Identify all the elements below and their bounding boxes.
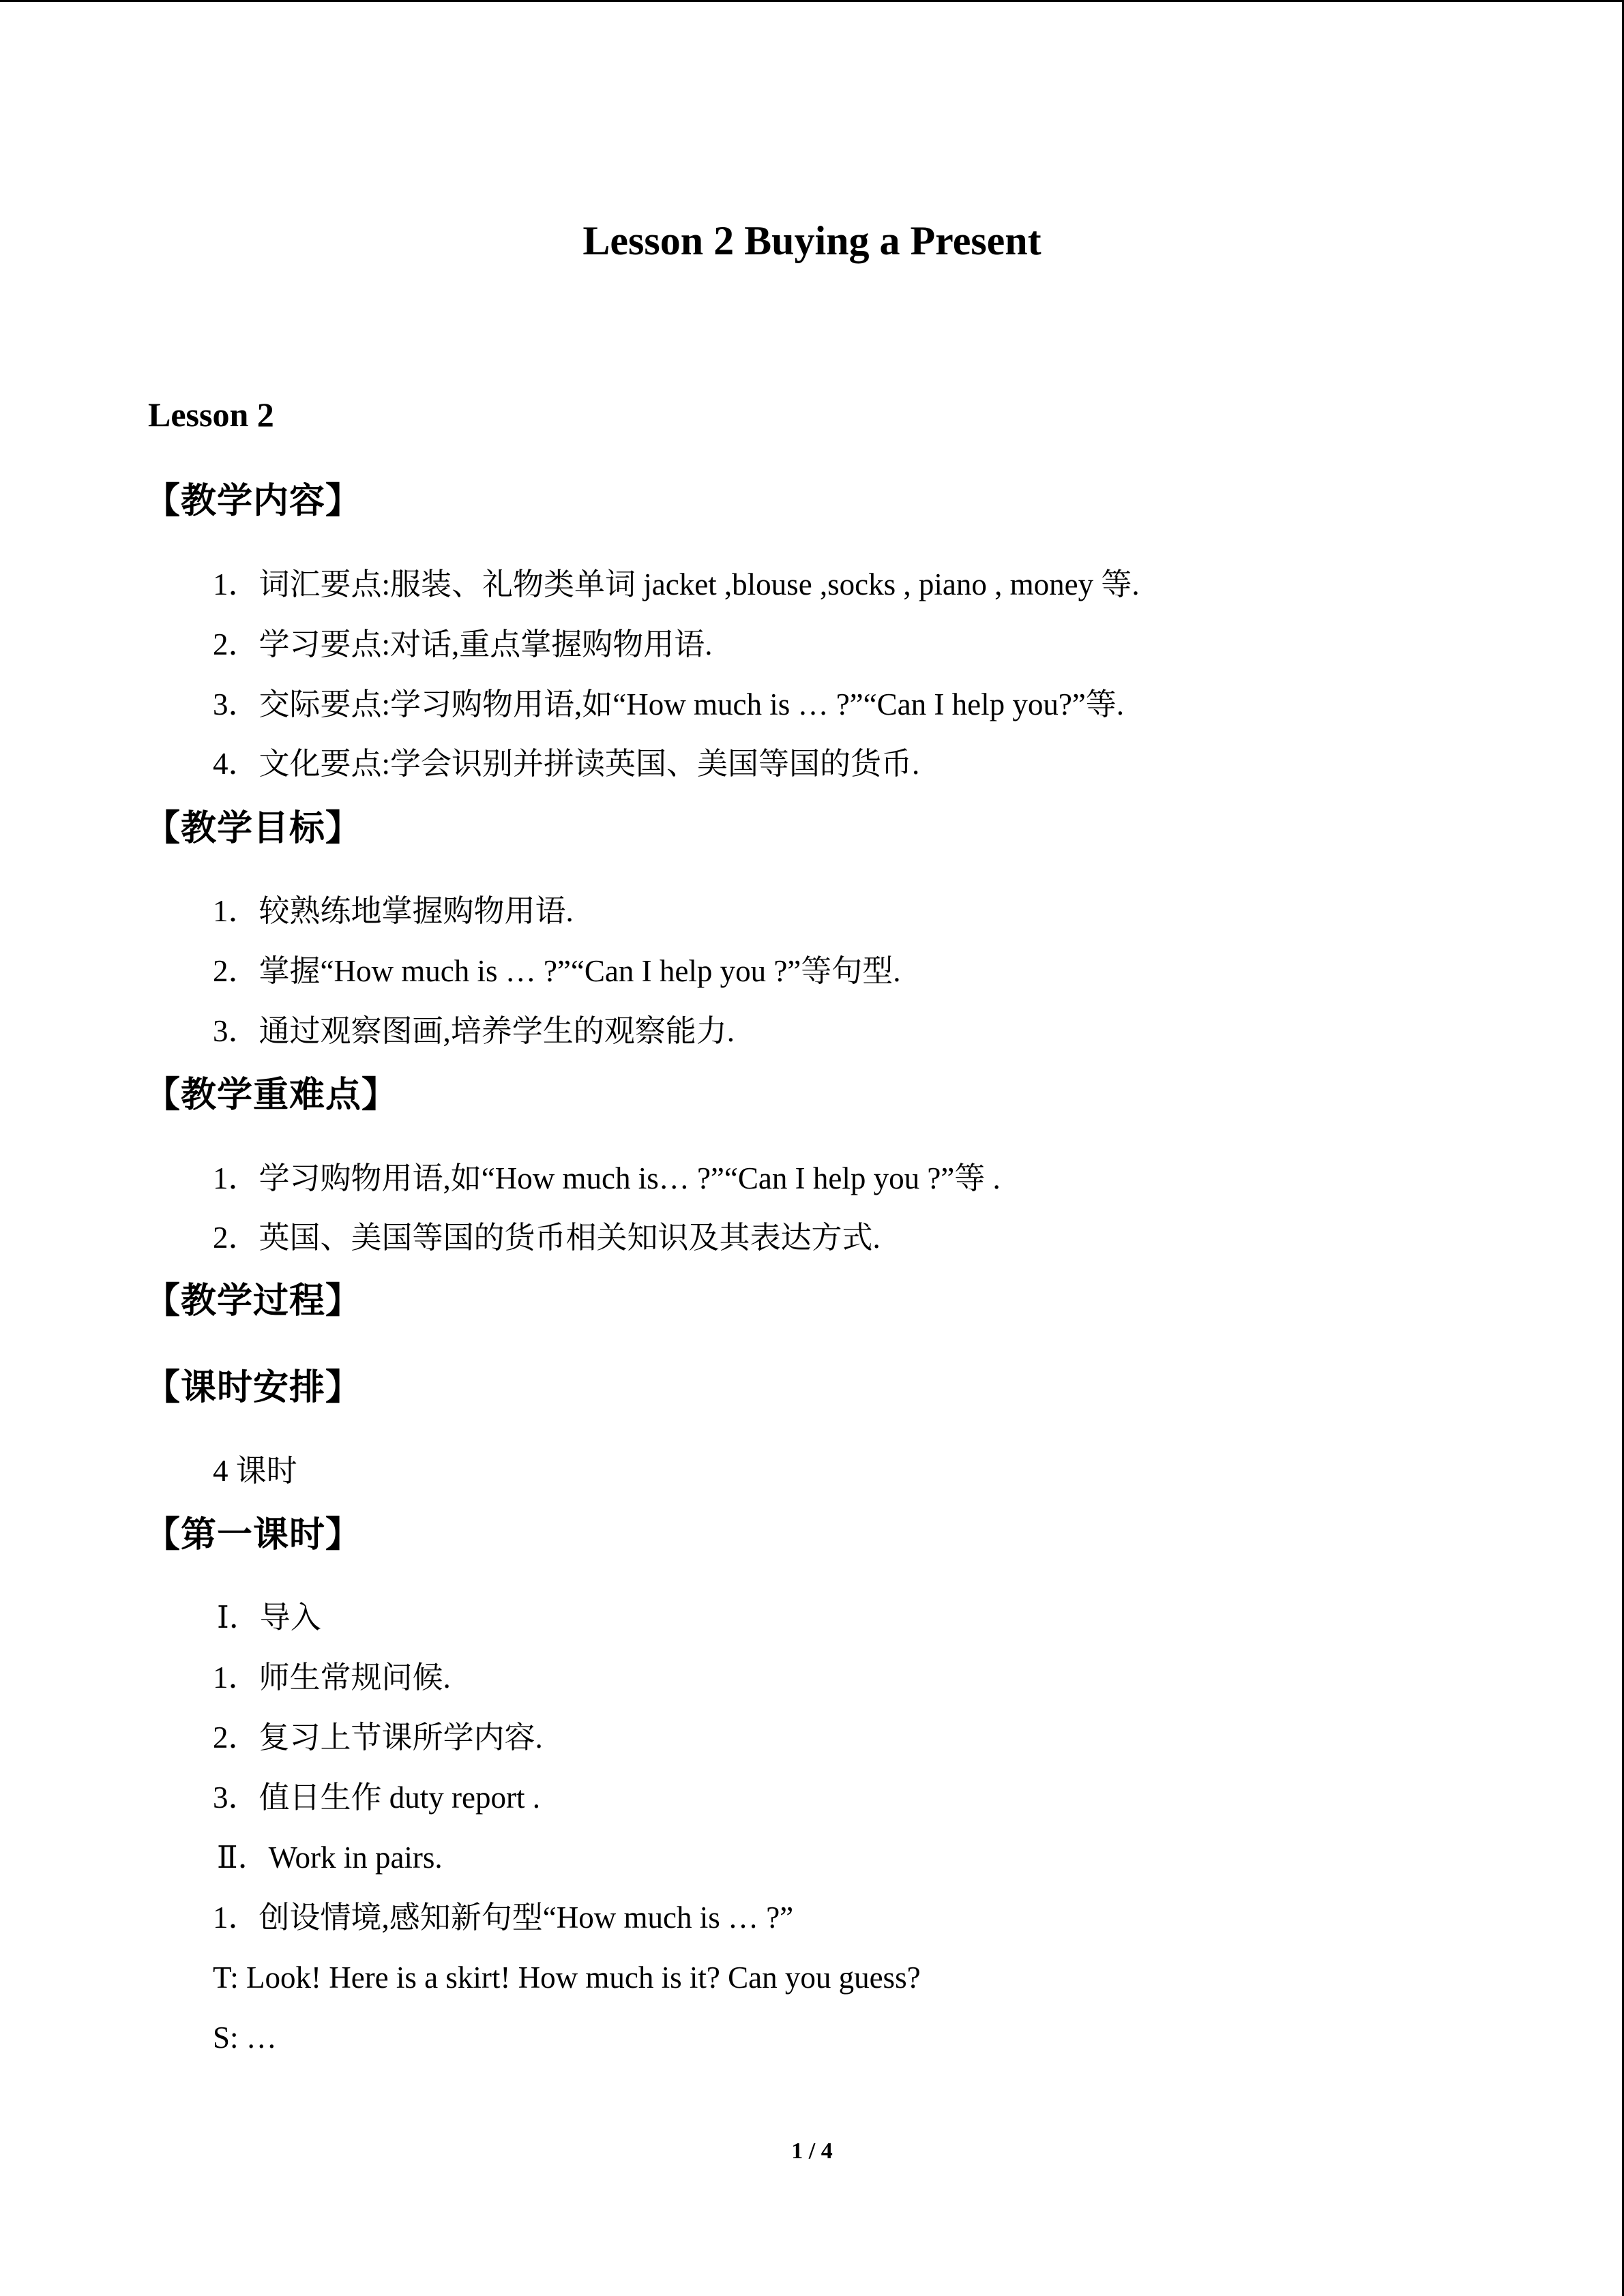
first-lesson-item-4: 3．值日生作 duty report . [213,1780,540,1815]
section-heading-key-points: 【教学重难点】 [145,1075,398,1116]
schedule-item-1: 4 课时 [213,1454,297,1488]
key-points-item-1: 1．学习购物用语,如“How much is… ?”“Can I help you ?”等 . [213,1161,1001,1195]
section-heading-process: 【教学过程】 [145,1281,362,1322]
goals-item-1: 1．较熟练地掌握购物用语. [213,894,574,928]
document-title: Lesson 2 Buying a Present [582,218,1042,263]
page-number: 1 / 4 [791,2138,833,2164]
first-lesson-item-5: Ⅱ．Work in pairs. [217,1840,443,1875]
lesson-subtitle: Lesson 2 [148,396,274,434]
first-lesson-item-7: T: Look! Here is a skirt! How much is it? Can you guess? [213,1960,921,1995]
content-item-2: 2．学习要点:对话,重点掌握购物用语. [213,627,713,661]
section-heading-schedule: 【课时安排】 [145,1367,362,1408]
content-item-1: 1．词汇要点:服装、礼物类单词 jacket ,blouse ,socks , piano , money 等. [213,567,1140,601]
first-lesson-item-6: 1．创设情境,感知新句型“How much is … ?” [213,1900,794,1935]
first-lesson-item-8: S: … [213,2021,277,2055]
first-lesson-item-1: Ⅰ．导入 [217,1600,321,1635]
goals-item-2: 2．掌握“How much is … ?”“Can I help you ?”等句型. [213,954,901,988]
section-heading-content: 【教学内容】 [145,481,362,522]
section-heading-first-lesson: 【第一课时】 [145,1515,362,1555]
content-item-3: 3．交际要点:学习购物用语,如“How much is … ?”“Can I help you?”等. [213,687,1125,721]
goals-item-3: 3．通过观察图画,培养学生的观察能力. [213,1014,735,1048]
section-heading-goals: 【教学目标】 [145,808,362,849]
key-points-item-2: 2．英国、美国等国的货币相关知识及其表达方式. [213,1221,881,1255]
first-lesson-item-2: 1．师生常规问候. [213,1660,451,1695]
first-lesson-item-3: 2．复习上节课所学内容. [213,1720,543,1755]
content-item-4: 4．文化要点:学会识别并拼读英国、美国等国的货币. [213,747,920,781]
